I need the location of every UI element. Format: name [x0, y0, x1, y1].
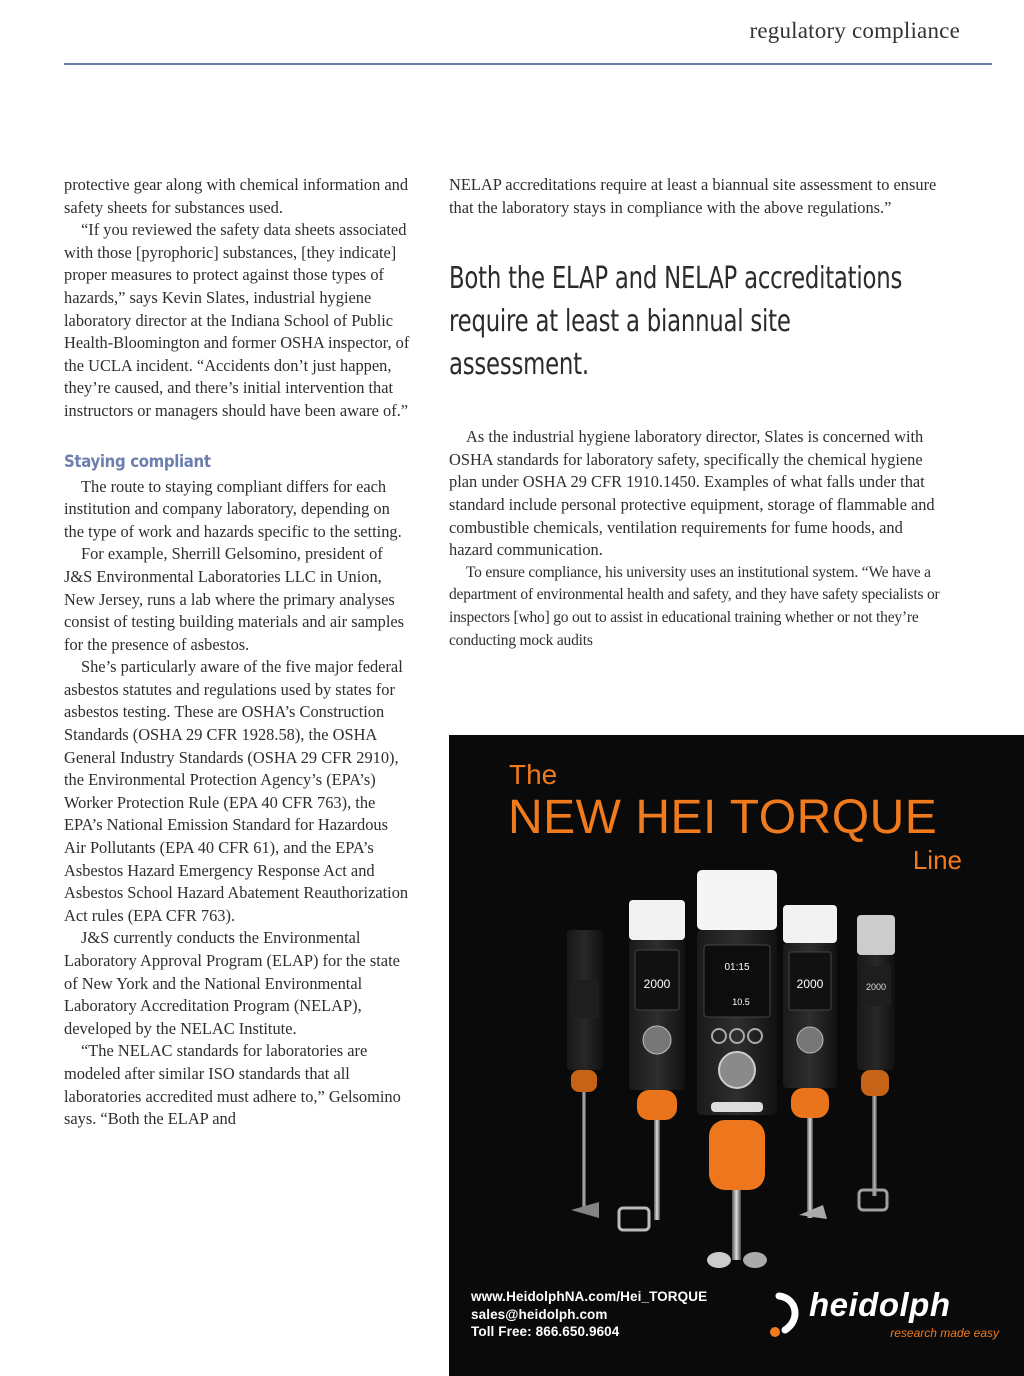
ad-phone: Toll Free: 866.650.9604 — [471, 1324, 620, 1339]
section-subhead: Staying compliant — [64, 451, 211, 472]
paragraph: protective gear along with chemical information and safety sheets for substances used. — [64, 175, 409, 217]
advertisement[interactable] — [449, 735, 1024, 1376]
ad-headline: NEW HEI TORQUE — [508, 791, 938, 844]
header-rule — [64, 63, 992, 65]
paragraph: For example, Sherrill Gelsomino, president of J&S Environmental Laboratories LLC in Union, New Jersey, runs a lab where the primary analyses consist of testing building materials and air samples for the presence of asbestos. — [64, 544, 405, 654]
display-value: 2000 — [643, 977, 671, 991]
stirrer-products-image — [449, 870, 1024, 1270]
heidolph-logo-icon — [767, 1292, 807, 1342]
pull-quote: Both the ELAP and NELAP accreditations require at least a biannual site assessment. — [449, 261, 903, 383]
paragraph: NELAP accreditations require at least a biannual site assessment to ensure that the laboratory stays in compliance with the above regulations.” — [449, 175, 937, 217]
stirrer-unit — [857, 915, 895, 1210]
ad-headline-the: The — [509, 759, 558, 790]
brand-logo-block — [767, 1288, 1007, 1348]
stirrer-unit — [697, 870, 777, 1268]
paragraph: She’s particularly aware of the five major federal asbestos statutes and regulations used by states for asbestos testing. These are OSHA’s Construction Standards (OSHA 29 CFR 1928.58), the OSHA General Industry Standards (OSHA 29 CFR 2910), the Environmental Protection Agency’s (EPA’s) Worker Protection Rule (EPA 40 CFR 763), the EPA’s National Emission Standard for Hazardous Air Pollutants (EPA 40 CFR 61), and the EPA’s Asbestos Hazard Emergency Response Act and Asbestos School Hazard Abatement Reauthorization Act rules (EPA CFR 763). — [64, 657, 409, 925]
display-value: 2000 — [796, 977, 824, 991]
paragraph: “The NELAC standards for laboratories are modeled after similar ISO standards that all laboratories accredited must adhere to,” Gelsomino says. “Both the ELAP and — [64, 1041, 401, 1129]
paragraph: “If you reviewed the safety data sheets associated with those [pyrophoric] substances, [they indicate] proper measures to protect against those types of hazards,” says Kevin Slates, industrial hygiene laboratory director at the Indiana School of Public Health-Bloomington and former OSHA inspector, of the UCLA incident. “Accidents don’t just happen, they’re caused, and there’s initial intervention that instructors or managers should have been aware of.” — [64, 220, 410, 420]
ad-headline-line: Line — [912, 845, 962, 875]
ad-website-link[interactable]: www.HeidolphNA.com/Hei_TORQUE — [471, 1289, 708, 1304]
paragraph: As the industrial hygiene laboratory director, Slates is concerned with OSHA standards for laboratory safety, specifically the chemical hygiene plan under OSHA 29 CFR 1910.1450. Examples of what falls under that standard include personal protective equipment, storage of flammable and combustible chemicals, ventilation requirements for fume hoods, and hazard communication. — [449, 427, 935, 560]
stirrer-unit — [783, 905, 837, 1219]
brand-tagline: research made easy — [890, 1326, 999, 1340]
ad-contact-info — [471, 1288, 707, 1341]
ad-email-link[interactable]: sales@heidolph.com — [471, 1306, 608, 1322]
right-column — [449, 174, 949, 652]
paragraph: The route to staying compliant differs for each institution and company laboratory, depending on the type of work and hazards specific to the setting. — [64, 476, 402, 541]
display-value: 10.5 — [732, 997, 750, 1007]
left-column — [64, 174, 412, 1131]
display-value: 01:15 — [724, 962, 750, 973]
display-value: 2000 — [865, 982, 887, 992]
paragraph: J&S currently conducts the Environmental Laboratory Approval Program (ELAP) for the state of New York and the National Environmental Laboratory Accreditation Program (NELAP), developed by the NELAC Institute. — [64, 928, 400, 1038]
paragraph: To ensure compliance, his university uses an institutional system. “We have a department of environmental health and safety, and they have safety specialists or inspectors [who] go out to assist in educational training whether or not they’re conducting mock audits — [449, 563, 940, 649]
brand-name: heidolph — [809, 1286, 951, 1323]
running-head: regulatory compliance — [749, 18, 960, 43]
stirrer-unit — [619, 900, 685, 1230]
stirrer-unit — [567, 930, 603, 1218]
